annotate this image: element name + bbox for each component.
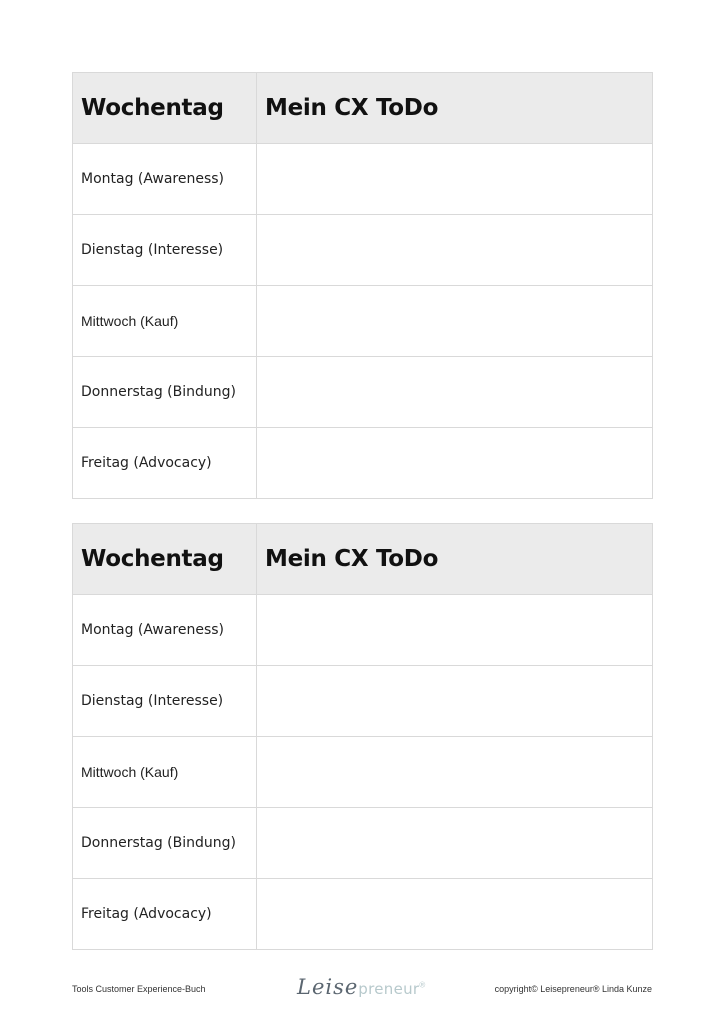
table-row — [73, 666, 653, 737]
table-row — [73, 144, 653, 215]
todo-cell-donnerstag[interactable] — [257, 808, 653, 879]
day-cell-freitag: Freitag (Advocacy) — [73, 879, 257, 950]
table-header-row — [73, 524, 653, 595]
logo-registered-mark: ® — [419, 980, 426, 990]
weekly-cx-todo-table-2 — [72, 523, 653, 950]
table-row — [73, 215, 653, 286]
header-wochentag: Wochentag — [73, 524, 257, 595]
table-row — [73, 808, 653, 879]
footer-book-title: Tools Customer Experience-Buch — [72, 984, 206, 994]
todo-cell-dienstag[interactable] — [257, 215, 653, 286]
day-cell-donnerstag: Donnerstag (Bindung) — [73, 357, 257, 428]
todo-cell-freitag[interactable] — [257, 879, 653, 950]
day-cell-mittwoch: Mittwoch (Kauf) — [73, 286, 257, 357]
day-cell-montag: Montag (Awareness) — [73, 144, 257, 215]
header-cx-todo: Mein CX ToDo — [257, 73, 653, 144]
day-cell-freitag: Freitag (Advocacy) — [73, 428, 257, 499]
table-row — [73, 879, 653, 950]
logo-script-text: Leise — [297, 975, 359, 999]
day-cell-dienstag: Dienstag (Interesse) — [73, 215, 257, 286]
weekly-cx-todo-table-1 — [72, 72, 653, 499]
table-row — [73, 737, 653, 808]
page-footer — [72, 975, 652, 1005]
table-row — [73, 595, 653, 666]
table-row — [73, 357, 653, 428]
day-cell-montag: Montag (Awareness) — [73, 595, 257, 666]
day-cell-donnerstag: Donnerstag (Bindung) — [73, 808, 257, 879]
footer-copyright: copyright© Leisepreneur® Linda Kunze — [494, 984, 652, 994]
header-wochentag: Wochentag — [73, 73, 257, 144]
todo-cell-dienstag[interactable] — [257, 666, 653, 737]
todo-cell-donnerstag[interactable] — [257, 357, 653, 428]
day-cell-mittwoch: Mittwoch (Kauf) — [73, 737, 257, 808]
day-cell-dienstag: Dienstag (Interesse) — [73, 666, 257, 737]
table-row — [73, 286, 653, 357]
leisepreneur-logo — [297, 975, 425, 999]
table-row — [73, 428, 653, 499]
todo-cell-montag[interactable] — [257, 595, 653, 666]
todo-cell-freitag[interactable] — [257, 428, 653, 499]
todo-cell-mittwoch[interactable] — [257, 737, 653, 808]
logo-rest-text: preneur — [358, 980, 420, 998]
todo-cell-mittwoch[interactable] — [257, 286, 653, 357]
table-header-row — [73, 73, 653, 144]
todo-cell-montag[interactable] — [257, 144, 653, 215]
header-cx-todo: Mein CX ToDo — [257, 524, 653, 595]
